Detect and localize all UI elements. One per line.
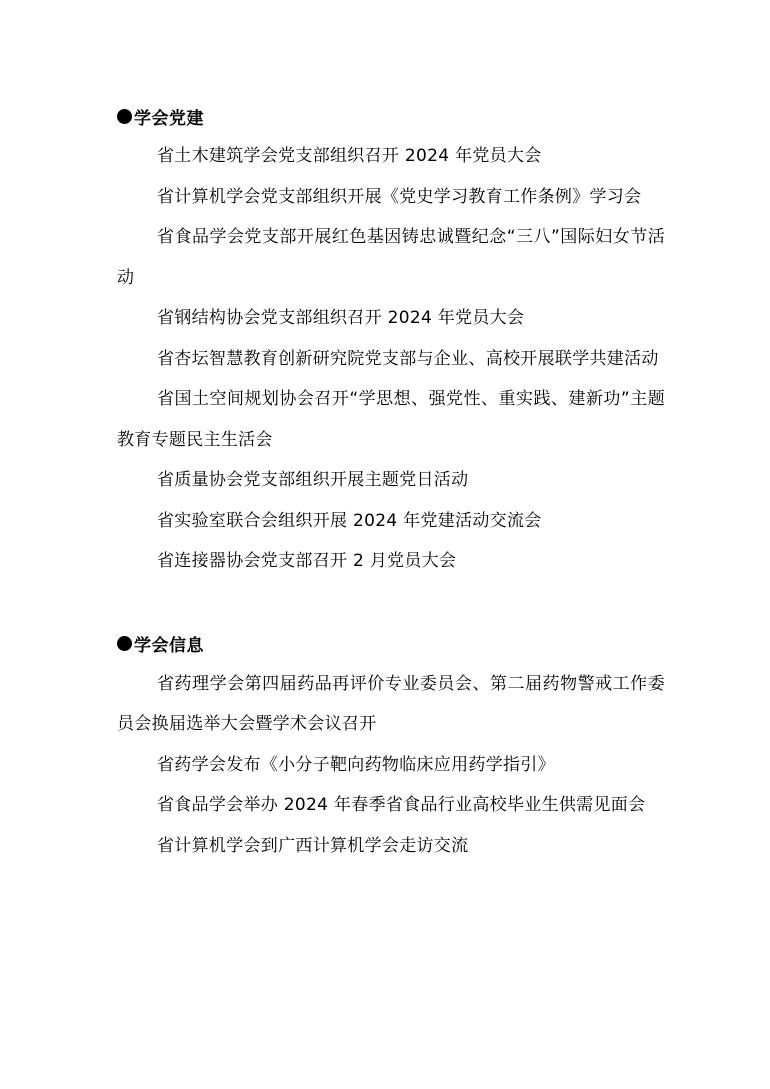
list-item: 省质量协会党支部组织开展主题党日活动 [157, 470, 469, 490]
news-list [117, 664, 665, 867]
section-heading-text: 学会信息 [134, 636, 204, 656]
section-party-building [117, 96, 665, 582]
list-item: 省药理学会第四届药品再评价专业委员会、第二届药物警戒工作委员会换届选举大会暨学术会议召开 [117, 673, 665, 734]
list-item: 省计算机学会党支部组织开展《党史学习教育工作条例》学习会 [157, 186, 642, 207]
list-item: 省食品学会党支部开展红色基因铸忠诚暨纪念“三八”国际妇女节活动 [117, 227, 665, 288]
list-item: 省药学会发布《小分子靶向药物临床应用药学指引》 [157, 754, 555, 775]
list-item: 省杏坛智慧教育创新研究院党支部与企业、高校开展联学共建活动 [157, 348, 659, 369]
section-heading-text: 学会党建 [134, 108, 204, 129]
section-heading [117, 96, 665, 136]
list-item: 省计算机学会到广西计算机学会走访交流 [157, 835, 469, 856]
list-item: 省国土空间规划协会召开“学思想、强党性、重实践、建新功”主题教育专题民主生活会 [117, 389, 665, 450]
list-item: 省食品学会举办 2024 年春季省食品行业高校毕业生供需见面会 [157, 795, 646, 815]
bullet-icon [117, 109, 132, 124]
news-list [117, 136, 665, 582]
list-item: 省实验室联合会组织开展 2024 年党建活动交流会 [157, 510, 542, 531]
list-item: 省土木建筑学会党支部组织召开 2024 年党员大会 [157, 146, 542, 166]
section-heading [117, 624, 665, 664]
bullet-icon [117, 636, 132, 651]
list-item: 省连接器协会党支部召开 2 月党员大会 [157, 551, 457, 571]
section-society-info [117, 624, 665, 867]
list-item: 省钢结构协会党支部组织召开 2024 年党员大会 [157, 308, 525, 328]
document-page [117, 96, 665, 866]
